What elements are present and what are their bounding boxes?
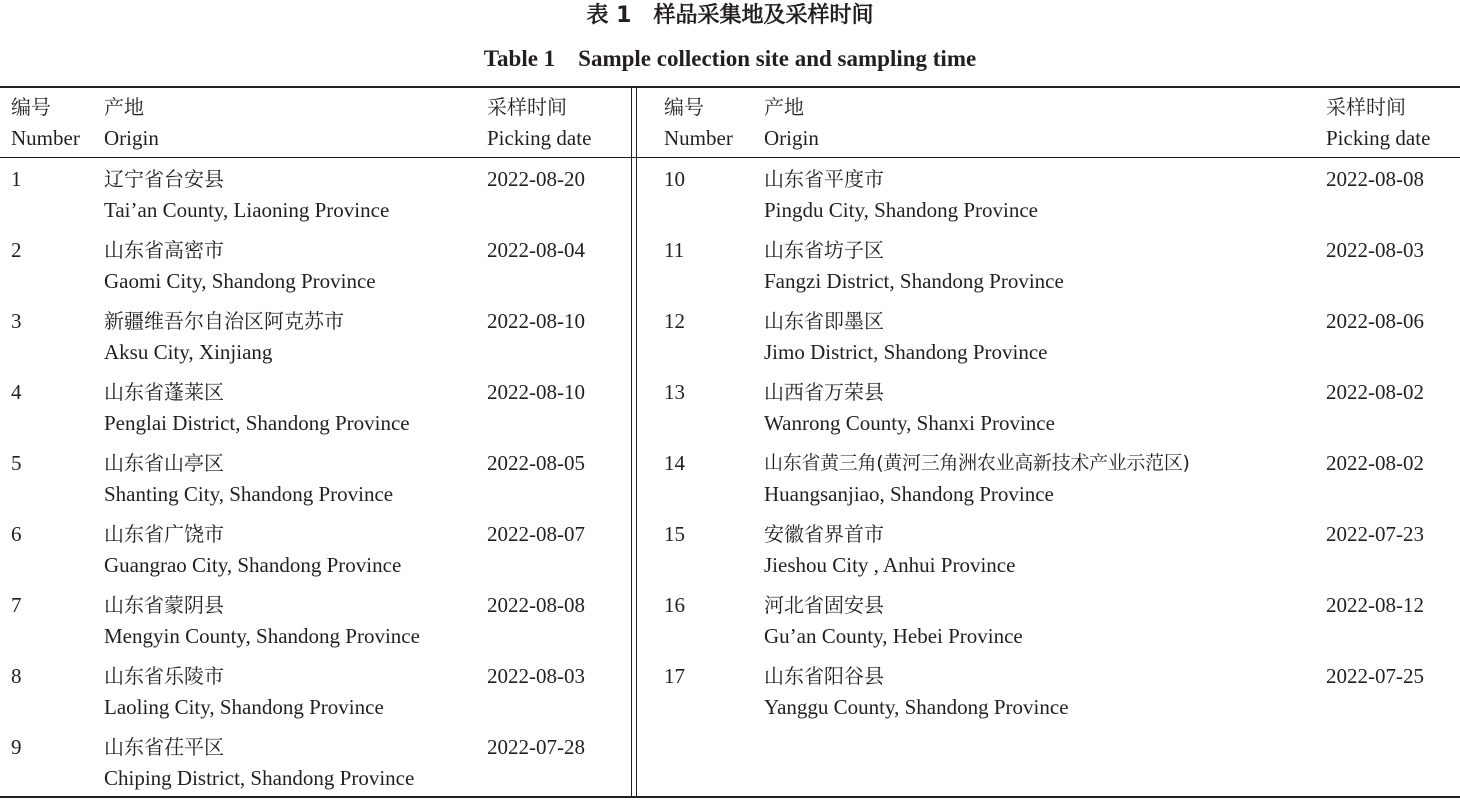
row-number: 2 — [11, 238, 22, 262]
row-date: 2022-08-02 — [1326, 451, 1424, 475]
row-number: 11 — [664, 238, 685, 262]
row-origin-cn: 辽宁省台安县 — [104, 167, 224, 191]
row-date: 2022-08-03 — [1326, 238, 1424, 262]
row-number: 17 — [664, 664, 685, 688]
header-number-en-left: Number — [11, 126, 80, 150]
row-date: 2022-07-25 — [1326, 664, 1424, 688]
row-date: 2022-08-06 — [1326, 309, 1424, 333]
row-origin-cn: 山东省黄三角(黄河三角洲农业高新技术产业示范区) — [764, 452, 1190, 474]
row-number: 5 — [11, 451, 22, 475]
row-date: 2022-07-23 — [1326, 522, 1424, 546]
header-date-cn-right: 采样时间 — [1326, 95, 1406, 119]
header-number-cn-left: 编号 — [11, 95, 51, 119]
row-origin-en: Wanrong County, Shanxi Province — [764, 411, 1055, 435]
row-origin-cn: 山东省蓬莱区 — [104, 380, 224, 404]
table-row — [0, 732, 1460, 803]
row-origin-en: Jimo District, Shandong Province — [764, 340, 1048, 364]
row-origin-cn: 山东省坊子区 — [764, 238, 884, 262]
header-number-en-right: Number — [664, 126, 733, 150]
header-date-cn-left: 采样时间 — [487, 95, 567, 119]
row-number: 12 — [664, 309, 685, 333]
row-origin-en: Tai’an County, Liaoning Province — [104, 198, 390, 222]
row-origin-en: Huangsanjiao, Shandong Province — [764, 482, 1054, 506]
row-origin-cn: 山东省山亭区 — [104, 451, 224, 475]
row-date: 2022-07-28 — [487, 735, 585, 759]
row-date: 2022-08-07 — [487, 522, 585, 546]
row-origin-cn: 安徽省界首市 — [764, 522, 884, 546]
row-origin-en: Pingdu City, Shandong Province — [764, 198, 1038, 222]
table-row — [0, 519, 1460, 590]
row-date: 2022-08-05 — [487, 451, 585, 475]
table-title-chinese: 表 1 样品采集地及采样时间 — [586, 3, 874, 28]
row-origin-en: Penglai District, Shandong Province — [104, 411, 410, 435]
table-title-english: Table 1 Sample collection site and sampling time — [483, 46, 977, 71]
row-number: 1 — [11, 167, 22, 191]
row-origin-en: Shanting City, Shandong Province — [104, 482, 394, 506]
row-origin-cn: 山西省万荣县 — [764, 380, 884, 404]
table-row — [0, 164, 1460, 235]
row-date: 2022-08-03 — [487, 664, 585, 688]
header-origin-en-right: Origin — [764, 126, 819, 150]
header-number-cn-right: 编号 — [664, 95, 704, 119]
row-origin-en: Jieshou City , Anhui Province — [764, 553, 1016, 577]
row-number: 8 — [11, 664, 22, 688]
top-rule — [0, 86, 1460, 88]
row-origin-cn: 山东省即墨区 — [764, 309, 884, 333]
row-origin-en: Fangzi District, Shandong Province — [764, 269, 1064, 293]
row-date: 2022-08-04 — [487, 238, 585, 262]
row-origin-cn: 河北省固安县 — [764, 593, 884, 617]
row-origin-cn: 山东省茌平区 — [104, 735, 224, 759]
row-origin-en: Yanggu County, Shandong Province — [764, 695, 1069, 719]
table-row — [0, 661, 1460, 732]
row-number: 14 — [664, 451, 685, 475]
table-row — [0, 377, 1460, 448]
row-origin-en: Gu’an County, Hebei Province — [764, 624, 1023, 648]
header-rule — [0, 157, 1460, 158]
row-number: 15 — [664, 522, 685, 546]
row-origin-cn: 山东省乐陵市 — [104, 664, 224, 688]
row-origin-en: Mengyin County, Shandong Province — [104, 624, 420, 648]
row-date: 2022-08-10 — [487, 380, 585, 404]
row-date: 2022-08-12 — [1326, 593, 1424, 617]
header-origin-cn-right: 产地 — [764, 95, 804, 119]
row-date: 2022-08-08 — [487, 593, 585, 617]
row-number: 16 — [664, 593, 685, 617]
header-origin-en-left: Origin — [104, 126, 159, 150]
row-date: 2022-08-08 — [1326, 167, 1424, 191]
header-date-en-left: Picking date — [487, 126, 592, 150]
row-origin-cn: 山东省平度市 — [764, 167, 884, 191]
table-row — [0, 448, 1460, 519]
row-number: 13 — [664, 380, 685, 404]
row-origin-en: Laoling City, Shandong Province — [104, 695, 384, 719]
header-origin-cn-left: 产地 — [104, 95, 144, 119]
header-date-en-right: Picking date — [1326, 126, 1431, 150]
table-row — [0, 590, 1460, 661]
row-origin-cn: 山东省蒙阴县 — [104, 593, 224, 617]
row-number: 6 — [11, 522, 22, 546]
row-number: 9 — [11, 735, 22, 759]
row-date: 2022-08-10 — [487, 309, 585, 333]
table-row — [0, 235, 1460, 306]
row-origin-en: Aksu City, Xinjiang — [104, 340, 273, 364]
table-row — [0, 306, 1460, 377]
row-origin-en: Chiping District, Shandong Province — [104, 766, 415, 790]
row-number: 7 — [11, 593, 22, 617]
row-origin-en: Gaomi City, Shandong Province — [104, 269, 376, 293]
row-origin-cn: 山东省高密市 — [104, 238, 224, 262]
row-number: 4 — [11, 380, 22, 404]
row-origin-cn: 山东省阳谷县 — [764, 664, 884, 688]
row-origin-en: Guangrao City, Shandong Province — [104, 553, 402, 577]
row-date: 2022-08-20 — [487, 167, 585, 191]
row-origin-cn: 山东省广饶市 — [104, 522, 224, 546]
row-number: 3 — [11, 309, 22, 333]
row-origin-cn: 新疆维吾尔自治区阿克苏市 — [104, 309, 344, 333]
row-number: 10 — [664, 167, 685, 191]
row-date: 2022-08-02 — [1326, 380, 1424, 404]
